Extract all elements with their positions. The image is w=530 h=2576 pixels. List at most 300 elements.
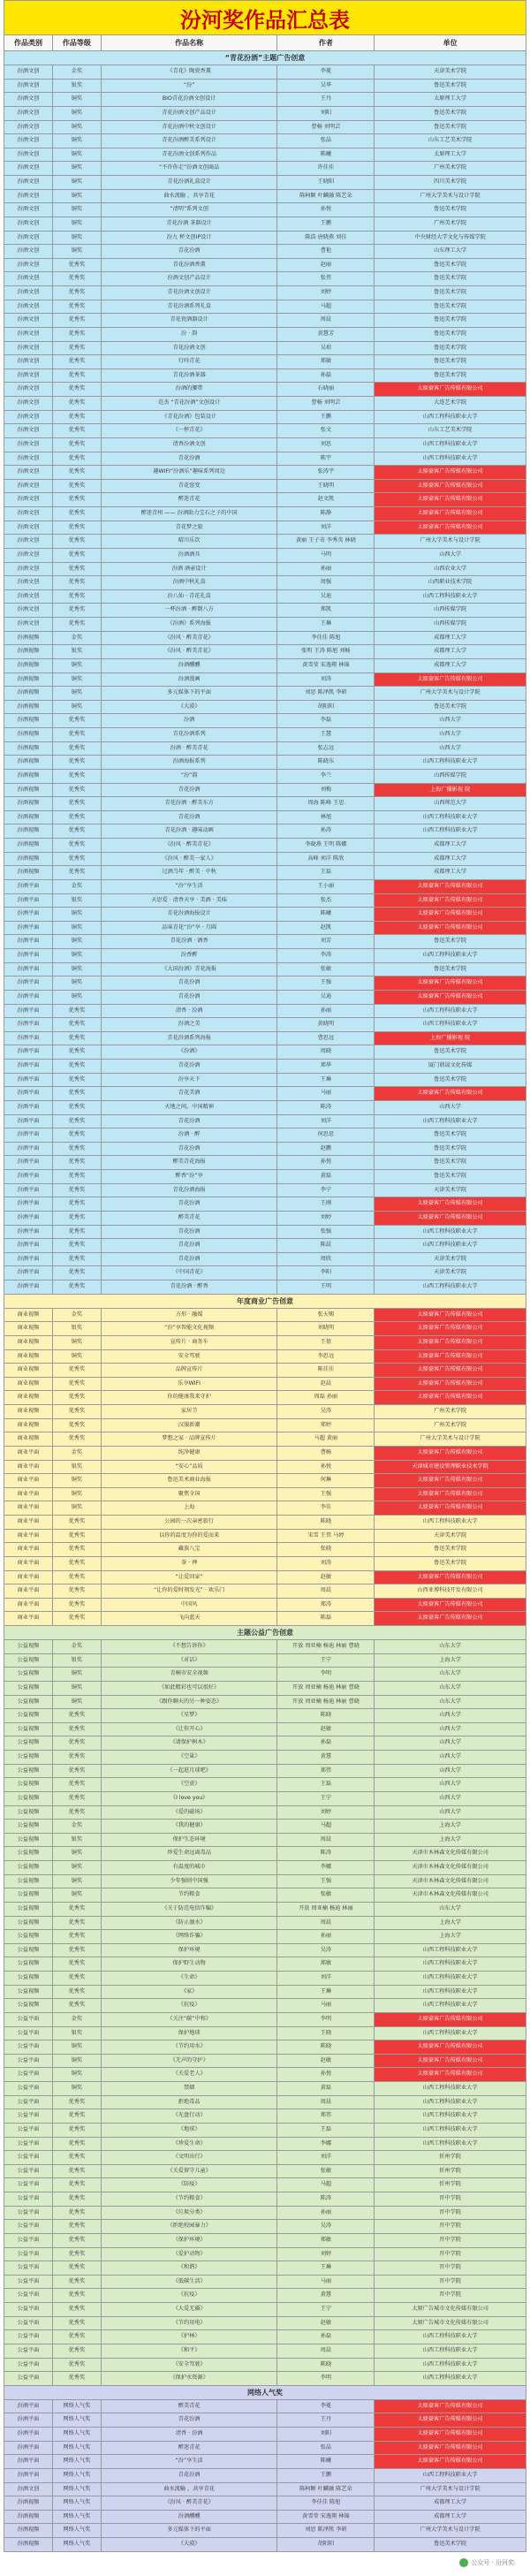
cell-level: 优秀奖 <box>53 1115 102 1128</box>
cell-work-name: 青花汾酒醉美系列设计 <box>102 134 278 148</box>
table-row <box>4 272 526 286</box>
cell-work-name: 青花汾酒文创 <box>102 342 278 355</box>
cell-level: 优秀奖 <box>53 1253 102 1266</box>
table-row <box>4 880 526 894</box>
cell-unit: 广州大学美术与设计学院 <box>375 2524 526 2537</box>
cell-work-name: 方形 · 融媒 <box>102 1309 278 1322</box>
cell-unit: 山西工程科技职业大学 <box>375 949 526 962</box>
cell-author: 李晓燕 王明 陈娜 <box>277 839 375 852</box>
section-4 <box>4 2386 526 2552</box>
cell-category: 汾酒文创 <box>4 438 53 452</box>
cell-author: 王琳 <box>277 1074 375 1087</box>
cell-level: 优秀奖 <box>53 1087 102 1100</box>
cell-unit: 天津市木林森文化传媒有限公司 <box>375 1847 526 1860</box>
cell-category: 公益视频 <box>4 1778 53 1791</box>
cell-author: 张晶 <box>277 2442 375 2455</box>
cell-work-name: 家居节 <box>102 1405 278 1418</box>
cell-author: 王丹 <box>277 2413 375 2427</box>
cell-work-name: 青花汾酒文创产品设计 <box>102 107 278 120</box>
cell-category: 汾酒文创 <box>4 342 53 355</box>
cell-category: 汾酒文创 <box>4 604 53 617</box>
cell-author: 马丽 <box>277 2276 375 2289</box>
table-row <box>4 2330 526 2344</box>
table-row <box>4 1143 526 1157</box>
cell-level: 优秀奖 <box>53 2359 102 2372</box>
cell-unit: 上海大学 <box>375 1917 526 1930</box>
table-row <box>4 563 526 577</box>
cell-level: 网络人气奖 <box>53 2538 102 2551</box>
cell-category: 汾酒平面 <box>4 991 53 1004</box>
table-row <box>4 1654 526 1668</box>
cell-author: 开放 周亚楠 杨迪 林丽 <box>277 1903 375 1916</box>
cell-level: 优秀奖 <box>53 2344 102 2358</box>
cell-author: 王倩 <box>277 1336 375 1349</box>
cell-unit: 太原豪客广告传媒有限公司 <box>375 894 526 908</box>
section-3 <box>4 1626 526 2386</box>
cell-author: 曹畅 <box>277 1447 375 1460</box>
cell-author: 刘涛 <box>277 1557 375 1570</box>
cell-work-name: 青花汾酒 <box>102 1239 278 1252</box>
cell-unit: 上海大学 <box>375 1654 526 1668</box>
table-row <box>4 1156 526 1170</box>
cell-level: 优秀奖 <box>53 2261 102 2275</box>
table-row <box>4 1543 526 1557</box>
table-row <box>4 2178 526 2192</box>
cell-work-name: 《垃圾分类》 <box>102 2207 278 2220</box>
table-row <box>4 2192 526 2207</box>
cell-author: 石晓丽 <box>277 383 375 396</box>
cell-level: 优秀奖 <box>53 2303 102 2316</box>
cell-unit: 太原豪客广告传媒有限公司 <box>375 922 526 935</box>
table-row <box>4 2455 526 2469</box>
cell-author: 郑凯 <box>277 604 375 617</box>
cell-category: 汾酒平面 <box>4 908 53 921</box>
cell-unit: 山西传媒学院 <box>375 604 526 617</box>
cell-unit: 广州大学美术与设计学院 <box>375 687 526 700</box>
cell-category: 公益平面 <box>4 2096 53 2109</box>
cell-author: 李思远 <box>277 1350 375 1364</box>
cell-unit: 天津美术学院 <box>375 1266 526 1280</box>
cell-unit: 山西亚博科技开发有限公司 <box>375 1584 526 1598</box>
cell-work-name: 《汾风 · 醉美一家人》 <box>102 853 278 866</box>
cell-level: 铜奖 <box>53 134 102 148</box>
cell-author: 陈晓 <box>277 2359 375 2372</box>
cell-work-name: 汾 · 韵 <box>102 328 278 341</box>
cell-unit: 山西工程科技职业大学 <box>375 811 526 824</box>
cell-work-name: 汾酒之美 <box>102 1018 278 1031</box>
cell-work-name: 青花汾酒 <box>102 1197 278 1211</box>
cell-author: 郑敏 <box>277 2234 375 2247</box>
cell-level: 优秀奖 <box>53 1239 102 1252</box>
cell-category: 商业平面 <box>4 1599 53 1612</box>
cell-level: 铜奖 <box>53 1888 102 1902</box>
cell-unit: 鲁迅美术学院 <box>375 1543 526 1556</box>
cell-category: 汾酒文创 <box>4 148 53 162</box>
cell-work-name: 过酒当年 · 醉美 · 中秋 <box>102 866 278 879</box>
table-row <box>4 2082 526 2096</box>
cell-unit: 晋中学院 <box>375 2207 526 2220</box>
cell-level: 优秀奖 <box>53 839 102 852</box>
cell-category: 公益视频 <box>4 1806 53 1820</box>
cell-author: 张晶 <box>277 134 375 148</box>
cell-unit: 山西工程科技职业大学 <box>375 2027 526 2040</box>
cell-level: 优秀奖 <box>53 1128 102 1142</box>
table-row <box>4 908 526 922</box>
cell-work-name: 《网络诈骗》 <box>102 1930 278 1943</box>
cell-level: 优秀奖 <box>53 2276 102 2289</box>
cell-author: 孙悦 <box>277 203 375 217</box>
cell-category: 汾酒视频 <box>4 673 53 687</box>
table-row <box>4 2303 526 2317</box>
cell-work-name: 青花汾酒 <box>102 1115 278 1128</box>
cell-level: 铜奖 <box>53 659 102 672</box>
cell-author: 陈晓 <box>277 2040 375 2054</box>
table-row <box>4 493 526 507</box>
cell-work-name: 公园的一次亲密旅行 <box>102 1516 278 1529</box>
cell-work-name: 青花汾酒 <box>102 2413 278 2427</box>
cell-unit: 山东大学 <box>375 1682 526 1695</box>
table-row <box>4 894 526 908</box>
cell-category: 公益视频 <box>4 1861 53 1874</box>
cell-work-name: 青花汾酒 <box>102 811 278 824</box>
cell-unit: 上海大学 <box>375 1834 526 1847</box>
cell-unit: 鲁迅美术学院 <box>375 935 526 948</box>
cell-author: 吴迪 <box>277 991 375 1004</box>
cell-author: 曹畅 刘明芸 <box>277 397 375 410</box>
cell-work-name: 青花汾酒香薰 <box>102 259 278 272</box>
cell-author: 刘洋 <box>277 1972 375 1985</box>
cell-author: 周晓 <box>277 1045 375 1059</box>
cell-author: 黄慧芳 <box>277 328 375 341</box>
page-title: 汾河奖作品汇总表 <box>4 0 526 35</box>
cell-category: 汾酒文创 <box>4 328 53 341</box>
cell-author: 陈晨 <box>277 1239 375 1252</box>
cell-unit: 太原豪客广告传媒有限公司 <box>375 673 526 687</box>
cell-author: 张伟 <box>277 272 375 285</box>
cell-author: 陈柯颖 叶麟融 陈艺朵 <box>277 190 375 203</box>
cell-work-name: 保护野生动物 <box>102 1957 278 1971</box>
table-row <box>4 756 526 770</box>
table-row <box>4 963 526 977</box>
cell-level: 优秀奖 <box>53 1792 102 1805</box>
cell-author: 王鹏 <box>277 217 375 231</box>
cell-author: 赵鹏 <box>277 1143 375 1156</box>
table-row <box>4 797 526 811</box>
cell-work-name: 《空虚》 <box>102 1778 278 1791</box>
cell-work-name: 以你的温度为你的爱而来 <box>102 1530 278 1543</box>
cell-category: 汾酒文创 <box>4 93 53 106</box>
cell-unit: 晋中学院 <box>375 2248 526 2261</box>
cell-category: 公益平面 <box>4 2372 53 2385</box>
cell-work-name: 青花汾酒 · 酒香 <box>102 935 278 948</box>
table-row <box>4 1184 526 1198</box>
cell-level: 铜奖 <box>53 2082 102 2095</box>
cell-category: 公益平面 <box>4 2138 53 2151</box>
cell-unit: 山西大学 <box>375 1765 526 1778</box>
cell-level: 优秀奖 <box>53 563 102 576</box>
table-body <box>4 51 526 2552</box>
cell-work-name: 青花汾酒 · 醉香 <box>102 1280 278 1294</box>
table-row <box>4 328 526 342</box>
cell-unit: 太原理工大学 <box>375 93 526 106</box>
cell-unit: 天津美术学院 <box>375 1253 526 1266</box>
cell-work-name: 《防止溺水》 <box>102 1917 278 1930</box>
cell-category: 商业视频 <box>4 1350 53 1364</box>
cell-level: 优秀奖 <box>53 1156 102 1169</box>
table-row <box>4 1957 526 1972</box>
cell-unit: 山西工程科技职业大学 <box>375 1018 526 1031</box>
cell-author: 刘婷 <box>277 1212 375 1225</box>
table-row <box>4 245 526 259</box>
table-row <box>4 1212 526 1226</box>
cell-category: 汾酒平面 <box>4 1060 53 1073</box>
table-row <box>4 2344 526 2359</box>
cell-level: 优秀奖 <box>53 2289 102 2302</box>
cell-unit: 山西大学 <box>375 728 526 741</box>
cell-category: 公益视频 <box>4 1751 53 1764</box>
cell-work-name: 《关爱老人》 <box>102 2068 278 2081</box>
section-1 <box>4 51 526 1295</box>
cell-work-name: 乐享WIFI <box>102 1378 278 1391</box>
header-unit: 单位 <box>375 35 526 50</box>
cell-author: 刘婷 <box>277 2248 375 2261</box>
table-row <box>4 480 526 494</box>
cell-unit: 鲁迅美术学院 <box>375 314 526 327</box>
cell-unit: 太原豪客广告传媒有限公司 <box>375 1336 526 1349</box>
cell-author: 吴涛 <box>277 2220 375 2233</box>
cell-unit: 鲁迅美术学院 <box>375 80 526 93</box>
cell-level: 铜奖 <box>53 2040 102 2054</box>
cell-work-name: 《文明出行》 <box>102 2151 278 2164</box>
cell-category: 汾酒视频 <box>4 2496 53 2510</box>
cell-category: 公益视频 <box>4 1696 53 1709</box>
cell-unit: 广州大学美术与设计学院 <box>375 535 526 548</box>
cell-level: 优秀奖 <box>53 1432 102 1446</box>
cell-author: 李娜 <box>277 1861 375 1874</box>
cell-work-name: 品味青花“汾”享 · 月圆 <box>102 922 278 935</box>
cell-author: 黄磊 <box>277 2082 375 2095</box>
table-row <box>4 232 526 246</box>
cell-level: 优秀奖 <box>53 493 102 506</box>
cell-author: 王鹏 <box>277 2469 375 2482</box>
cell-author: 郑涛 <box>277 1599 375 1612</box>
cell-category: 公益平面 <box>4 2317 53 2330</box>
cell-unit: 广州大学美术与设计学院 <box>375 2483 526 2496</box>
cell-author: 何琳 <box>277 1474 375 1487</box>
cell-level: 优秀奖 <box>53 784 102 797</box>
cell-work-name: 《地球》 <box>102 2124 278 2137</box>
cell-category: 商业平面 <box>4 1447 53 1460</box>
cell-level: 铜奖 <box>53 908 102 921</box>
table-row <box>4 80 526 94</box>
cell-author: 刘阳 <box>277 107 375 120</box>
table-row <box>4 811 526 825</box>
cell-level: 优秀奖 <box>53 2234 102 2247</box>
cell-unit: 太原豪客广告传媒有限公司 <box>375 466 526 479</box>
cell-author: 王鹏 <box>277 411 375 424</box>
cell-author: 王琳 <box>277 1986 375 1999</box>
cell-level: 优秀奖 <box>53 742 102 756</box>
cell-level: 优秀奖 <box>53 728 102 741</box>
cell-unit: 鲁迅美术学院 <box>375 701 526 714</box>
cell-author: 曹艳 <box>277 245 375 258</box>
cell-author: 马超 <box>277 300 375 314</box>
table-row <box>4 2400 526 2414</box>
cell-category: 汾酒平面 <box>4 2413 53 2427</box>
cell-work-name: 汾酒醺醺 <box>102 2511 278 2524</box>
cell-category: 汾酒文创 <box>4 355 53 369</box>
cell-level: 优秀奖 <box>53 383 102 396</box>
cell-unit: 山西大学 <box>375 714 526 727</box>
cell-level: 优秀奖 <box>53 2248 102 2261</box>
cell-level: 优秀奖 <box>53 2165 102 2178</box>
cell-work-name: 《珍爱生命》 <box>102 2138 278 2151</box>
cell-work-name: 《跟你聊天的另一种姿态》 <box>102 1696 278 1709</box>
cell-level: 优秀奖 <box>53 590 102 604</box>
cell-level: 金奖 <box>53 880 102 893</box>
cell-level: 网络人气奖 <box>53 2400 102 2413</box>
cell-work-name: 多元媒体下的平面 <box>102 2524 278 2537</box>
table-row <box>4 300 526 315</box>
cell-author: 黄丽 王子奇 李秀英 林晓 <box>277 535 375 548</box>
table-row <box>4 2109 526 2124</box>
cell-work-name: 青花汾酒 · 趣味动画 <box>102 824 278 838</box>
cell-level: 优秀奖 <box>53 1101 102 1114</box>
cell-category: 公益平面 <box>4 2055 53 2068</box>
cell-level: 银奖 <box>53 2027 102 2040</box>
cell-level: 银奖 <box>53 645 102 658</box>
cell-unit: 山西工程科技职业大学 <box>375 2109 526 2123</box>
cell-unit: 山东大学 <box>375 1696 526 1709</box>
table-row <box>4 1834 526 1848</box>
cell-level: 优秀奖 <box>53 300 102 314</box>
cell-author: 孙磊 <box>277 2330 375 2344</box>
cell-work-name: 青花汾酒海报 <box>102 1184 278 1197</box>
cell-unit: 山西工程科技职业大学 <box>375 2372 526 2385</box>
cell-work-name: 汾酒醺醺 <box>102 659 278 672</box>
cell-unit: 太原豪客广告传媒有限公司 <box>375 1350 526 1364</box>
cell-level: 金奖 <box>53 1309 102 1322</box>
cell-unit: 晋中学院 <box>375 2192 526 2206</box>
table-row <box>4 1668 526 1682</box>
table-row <box>4 2207 526 2221</box>
table-row <box>4 632 526 646</box>
cell-level: 铜奖 <box>53 93 102 106</box>
cell-category: 汾酒平面 <box>4 1128 53 1142</box>
cell-author: 陈静 <box>277 507 375 521</box>
cell-unit: 太原豪客广告传媒有限公司 <box>375 2040 526 2054</box>
cell-category: 公益平面 <box>4 2276 53 2289</box>
cell-unit: 山西工程科技职业大学 <box>375 1115 526 1128</box>
cell-category: 汾酒平面 <box>4 1184 53 1197</box>
cell-level: 优秀奖 <box>53 2317 102 2330</box>
cell-author: 周晨 <box>277 2096 375 2109</box>
cell-category: 汾酒平面 <box>4 1226 53 1239</box>
cell-category: 汾酒平面 <box>4 1101 53 1114</box>
cell-author: 陈涛 <box>277 1847 375 1860</box>
table-row <box>4 1005 526 1019</box>
table-row <box>4 411 526 425</box>
cell-category: 汾酒文创 <box>4 480 53 493</box>
cell-category: 商业平面 <box>4 1557 53 1570</box>
cell-unit: 山西大学 <box>375 1806 526 1820</box>
cell-unit: 山西大学 <box>375 1792 526 1805</box>
cell-unit: 山东工艺美术学院 <box>375 424 526 437</box>
cell-level: 优秀奖 <box>53 1170 102 1183</box>
cell-unit: 鲁迅美术学院 <box>375 286 526 300</box>
cell-level: 优秀奖 <box>53 549 102 562</box>
cell-work-name: 《关爱留守儿童》 <box>102 2165 278 2178</box>
cell-unit: 山西工程科技职业大学 <box>375 2082 526 2095</box>
cell-category: 汾酒平面 <box>4 1212 53 1225</box>
cell-author: 赵凯 <box>277 922 375 935</box>
cell-unit: 鲁迅美术学院 <box>375 1156 526 1169</box>
cell-author: 李明 <box>277 1668 375 1681</box>
table-row <box>4 2234 526 2248</box>
table-row <box>4 1488 526 1502</box>
cell-work-name: 《大漠》 <box>102 2538 278 2551</box>
cell-level: 优秀奖 <box>53 770 102 783</box>
cell-work-name: 天地之间，中国精神 <box>102 1101 278 1114</box>
cell-unit: 山西工程科技职业大学 <box>375 2469 526 2482</box>
cell-work-name: 青花汾酒 <box>102 976 278 990</box>
cell-work-name: 保护地球 <box>102 2027 278 2040</box>
table-row <box>4 714 526 728</box>
table-row <box>4 853 526 867</box>
table-row <box>4 521 526 536</box>
cell-author: 郑敏 <box>277 1957 375 1971</box>
cell-category: 汾酒文创 <box>4 286 53 300</box>
table-row <box>4 1820 526 1834</box>
cell-level: 网络人气奖 <box>53 2483 102 2496</box>
cell-work-name: 《生命》 <box>102 1972 278 1985</box>
table-row <box>4 1930 526 1944</box>
cell-level: 优秀奖 <box>53 2151 102 2164</box>
cell-level: 优秀奖 <box>53 1266 102 1280</box>
cell-category: 汾酒视频 <box>4 2524 53 2537</box>
cell-unit: 山东理工大学 <box>375 245 526 258</box>
cell-work-name: 青花汾酒礼盒设计 <box>102 176 278 189</box>
cell-unit: 山西大学 <box>375 1709 526 1722</box>
cell-category: 汾酒文创 <box>4 466 53 479</box>
cell-author: 刘洋 <box>277 521 375 535</box>
cell-level: 优秀奖 <box>53 1778 102 1791</box>
table-row <box>4 1972 526 1986</box>
cell-unit: 太原豪客广告传媒有限公司 <box>375 880 526 893</box>
cell-category: 汾酒视频 <box>4 839 53 852</box>
cell-unit: 天津城市建设管理职业技术学院 <box>375 1461 526 1474</box>
cell-work-name: 醉香“汾”享 <box>102 1170 278 1183</box>
cell-author: 刘涛 <box>277 673 375 687</box>
cell-category: 公益平面 <box>4 2234 53 2247</box>
cell-unit: 山东大学 <box>375 1668 526 1681</box>
table-row <box>4 2469 526 2483</box>
cell-category: 汾酒视频 <box>4 2538 53 2551</box>
cell-category: 汾酒平面 <box>4 2442 53 2455</box>
cell-category: 商业平面 <box>4 1474 53 1487</box>
table-row <box>4 1461 526 1475</box>
cell-work-name: “汾” <box>102 80 278 93</box>
cell-unit: 山西大学 <box>375 549 526 562</box>
cell-work-name: 《无声的守护》 <box>102 2055 278 2068</box>
section-title: “青花汾酒”主题广告创意 <box>4 51 526 65</box>
cell-author: 郑华 <box>277 1060 375 1073</box>
cell-author: 张文 <box>277 424 375 437</box>
cell-category: 汾酒文创 <box>4 259 53 272</box>
cell-author: 周晨 <box>277 314 375 327</box>
cell-category: 汾酒文创 <box>4 190 53 203</box>
cell-level: 银奖 <box>53 1834 102 1847</box>
